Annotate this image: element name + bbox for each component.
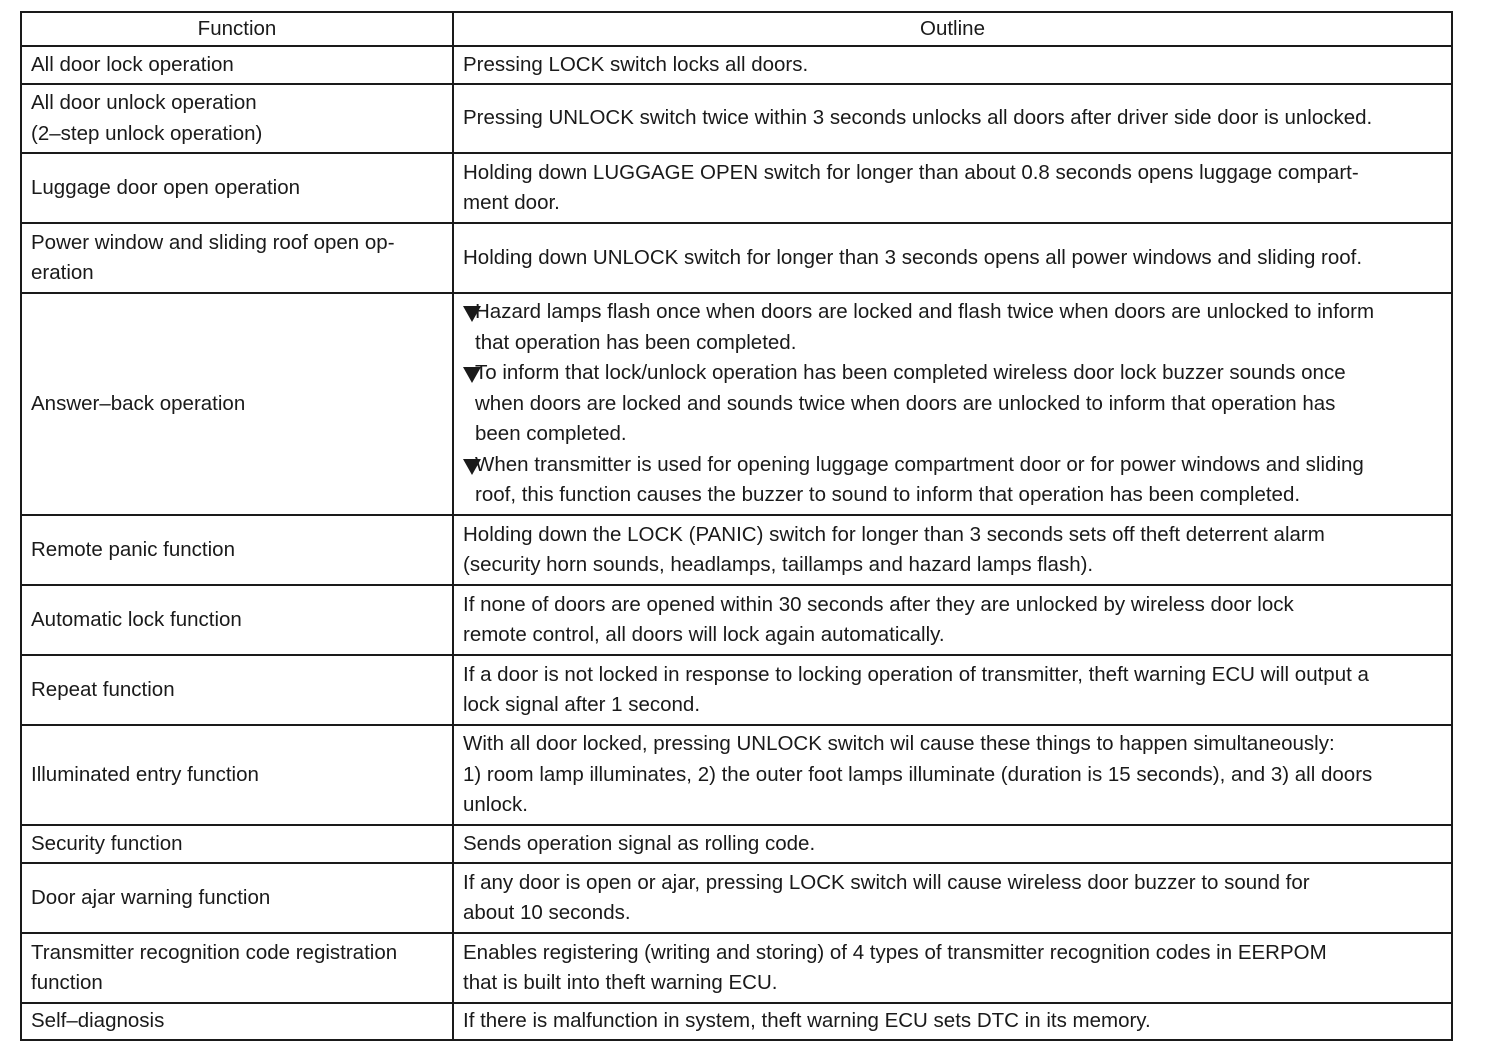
function-text: Power window and sliding roof open op- bbox=[31, 230, 395, 254]
function-text: Door ajar warning function bbox=[31, 885, 271, 909]
function-text: Luggage door open operation bbox=[31, 175, 301, 199]
outline-text: remote control, all doors will lock again automatically. bbox=[463, 623, 945, 646]
table-row bbox=[21, 293, 1452, 515]
outline-text: With all door locked, pressing UNLOCK switch wil cause these things to happen simultaneously: bbox=[463, 732, 1335, 756]
outline-cell bbox=[453, 933, 1452, 1003]
outline-text: Holding down UNLOCK switch for longer than 3 seconds opens all power windows and sliding roof. bbox=[463, 245, 1363, 269]
outline-text: Pressing LOCK switch locks all doors. bbox=[463, 52, 809, 76]
header-function: Function bbox=[21, 12, 453, 46]
function-text: Repeat function bbox=[31, 677, 175, 701]
outline-text: If any door is open or ajar, pressing LOCK switch will cause wireless door buzzer to sound for bbox=[463, 870, 1310, 894]
function-cell bbox=[21, 293, 453, 515]
outline-text: If a door is not locked in response to locking operation of transmitter, theft warning ECU will output a bbox=[463, 662, 1369, 686]
function-text: Illuminated entry function bbox=[31, 762, 259, 786]
function-text: (2–step unlock operation) bbox=[31, 121, 263, 145]
function-cell bbox=[21, 84, 453, 153]
table-row bbox=[21, 84, 1452, 153]
function-text: Answer–back operation bbox=[31, 391, 246, 415]
outline-cell bbox=[453, 46, 1452, 84]
outline-text: that operation has been completed. bbox=[475, 330, 797, 354]
outline-text: Holding down LUGGAGE OPEN switch for longer than about 0.8 seconds opens luggage compart- bbox=[463, 160, 1359, 184]
outline-text: unlock. bbox=[463, 793, 528, 817]
outline-cell bbox=[453, 84, 1452, 153]
outline-text: (security horn sounds, headlamps, taillamps and hazard lamps flash). bbox=[463, 553, 1094, 576]
outline-text: If there is malfunction in system, theft warning ECU sets DTC in its memory. bbox=[463, 1009, 1151, 1032]
function-text: eration bbox=[31, 261, 94, 284]
function-cell bbox=[21, 515, 453, 585]
table-row bbox=[21, 825, 1452, 863]
outline-text: To inform that lock/unlock operation has been completed wireless door lock buzzer sounds once bbox=[475, 361, 1346, 385]
function-text: All door unlock operation bbox=[31, 91, 257, 114]
table-row bbox=[21, 585, 1452, 655]
outline-cell bbox=[453, 153, 1452, 223]
function-cell bbox=[21, 863, 453, 933]
outline-text: Pressing UNLOCK switch twice within 3 seconds unlocks all doors after driver side door is unlocked. bbox=[463, 106, 1373, 130]
function-cell bbox=[21, 585, 453, 655]
function-text: Self–diagnosis bbox=[31, 1009, 165, 1032]
table-row bbox=[21, 153, 1452, 223]
outline-text: that is built into theft warning ECU. bbox=[463, 971, 778, 994]
outline-cell bbox=[453, 1003, 1452, 1040]
table-row bbox=[21, 46, 1452, 84]
outline-text: lock signal after 1 second. bbox=[463, 693, 701, 716]
outline-text: when doors are locked and sounds twice when doors are unlocked to inform that operation has bbox=[475, 391, 1336, 415]
outline-cell bbox=[453, 293, 1452, 515]
outline-text: ment door. bbox=[463, 191, 560, 214]
function-outline-table bbox=[20, 11, 1453, 1041]
triangle-bullet-icon bbox=[463, 306, 481, 322]
table-row bbox=[21, 863, 1452, 933]
outline-text: roof, this function causes the buzzer to sound to inform that operation has been completed. bbox=[475, 483, 1301, 507]
table-header-row bbox=[21, 12, 1452, 46]
function-cell bbox=[21, 1003, 453, 1040]
outline-cell bbox=[453, 725, 1452, 825]
function-text: function bbox=[31, 971, 103, 994]
outline-text: been completed. bbox=[475, 422, 627, 446]
outline-text: about 10 seconds. bbox=[463, 901, 631, 924]
function-cell bbox=[21, 825, 453, 863]
function-cell bbox=[21, 46, 453, 84]
function-text: Remote panic function bbox=[31, 537, 235, 561]
outline-cell bbox=[453, 655, 1452, 725]
header-outline: Outline bbox=[453, 12, 1452, 46]
outline-text: 1) room lamp illuminates, 2) the outer foot lamps illuminate (duration is 15 seconds), and 3) all doors bbox=[463, 762, 1373, 786]
outline-text: When transmitter is used for opening luggage compartment door or for power windows and sliding bbox=[475, 452, 1364, 476]
outline-cell bbox=[453, 825, 1452, 863]
function-text: Security function bbox=[31, 831, 183, 855]
outline-cell bbox=[453, 585, 1452, 655]
bullet-item bbox=[463, 358, 1442, 450]
triangle-bullet-icon bbox=[463, 367, 481, 383]
function-text: Transmitter recognition code registration bbox=[31, 940, 398, 964]
table-row bbox=[21, 223, 1452, 293]
function-cell bbox=[21, 933, 453, 1003]
outline-text: Holding down the LOCK (PANIC) switch for longer than 3 seconds sets off theft deterrent alarm bbox=[463, 522, 1325, 546]
outline-cell bbox=[453, 515, 1452, 585]
outline-cell bbox=[453, 863, 1452, 933]
outline-cell bbox=[453, 223, 1452, 293]
table-row bbox=[21, 725, 1452, 825]
outline-text: Enables registering (writing and storing) of 4 types of transmitter recognition codes in EERPOM bbox=[463, 940, 1327, 964]
table-row bbox=[21, 515, 1452, 585]
outline-text: Sends operation signal as rolling code. bbox=[463, 831, 816, 855]
triangle-bullet-icon bbox=[463, 459, 481, 475]
function-text: Automatic lock function bbox=[31, 607, 242, 631]
table-row bbox=[21, 1003, 1452, 1040]
function-text: All door lock operation bbox=[31, 52, 234, 76]
outline-text: Hazard lamps flash once when doors are locked and flash twice when doors are unlocked to inform bbox=[475, 300, 1375, 324]
outline-text: If none of doors are opened within 30 seconds after they are unlocked by wireless door lock bbox=[463, 592, 1294, 616]
table-row bbox=[21, 655, 1452, 725]
bullet-item bbox=[463, 450, 1442, 511]
function-cell bbox=[21, 655, 453, 725]
function-cell bbox=[21, 725, 453, 825]
function-cell bbox=[21, 223, 453, 293]
function-outline-table-wrapper bbox=[20, 11, 1451, 1041]
function-cell bbox=[21, 153, 453, 223]
bullet-item bbox=[463, 297, 1442, 358]
table-row bbox=[21, 933, 1452, 1003]
